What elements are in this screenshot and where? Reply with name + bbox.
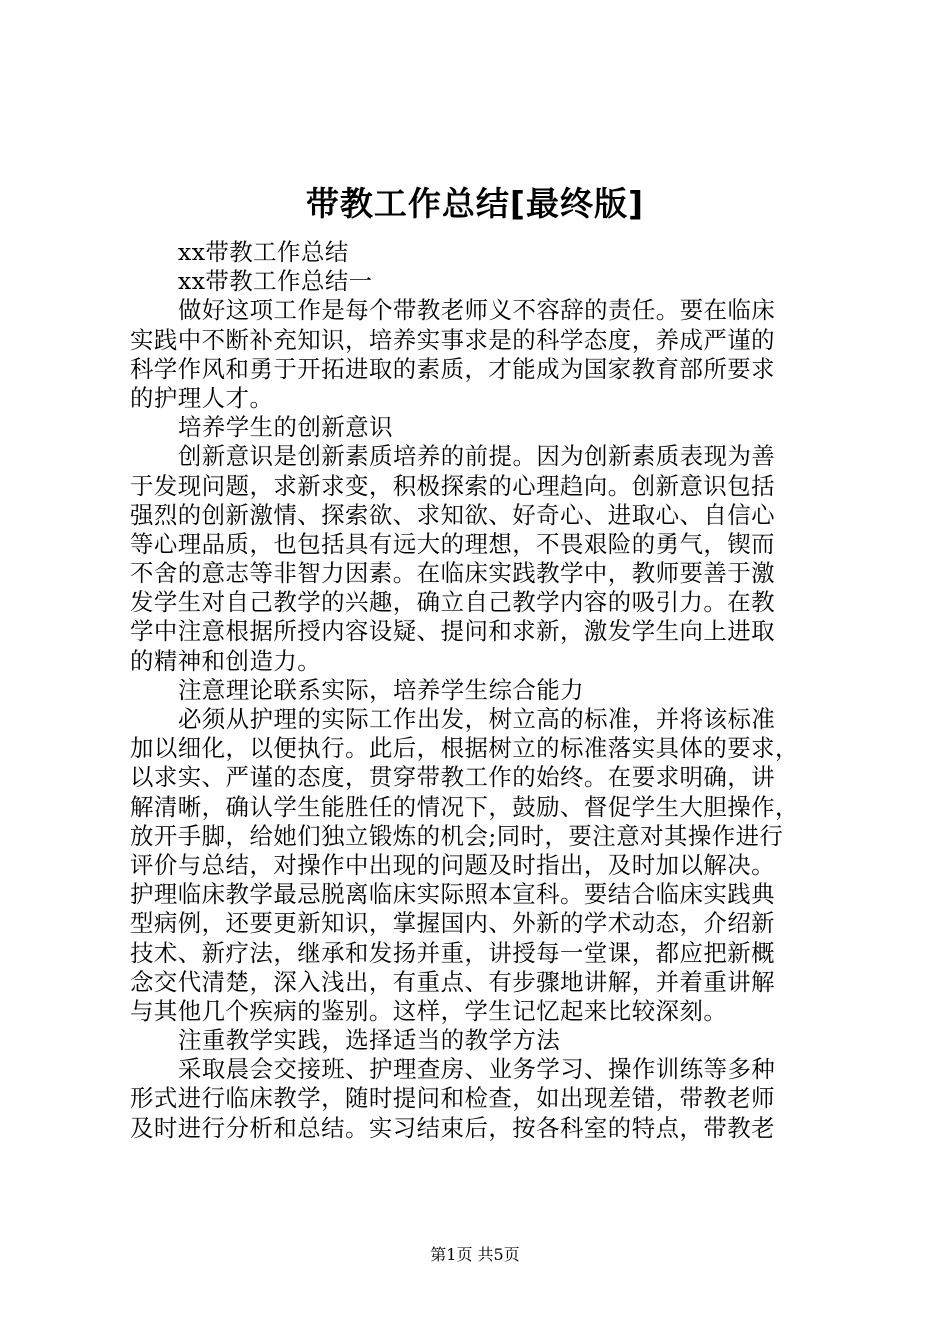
document-body: [130, 238, 832, 1143]
text-line: 评价与总结，对操作中出现的问题及时指出，及时加以解决。: [130, 850, 776, 879]
text-line: 不舍的意志等非智力因素。在临床实践教学中，教师要善于激: [130, 559, 776, 588]
text-line: 注意理论联系实际，培养学生综合能力: [178, 675, 585, 704]
text-line: 做好这项工作是每个带教老师义不容辞的责任。要在临床: [178, 296, 776, 325]
text-line: 技术、新疗法，继承和发扬并重，讲授每一堂课，都应把新概: [130, 938, 776, 967]
text-line: 以求实、严谨的态度，贯穿带教工作的始终。在要求明确，讲: [130, 763, 776, 792]
text-line: 学中注意根据所授内容设疑、提问和求新，激发学生向上进取: [130, 617, 776, 646]
text-line: 等心理品质，也包括具有远大的理想，不畏艰险的勇气，锲而: [130, 529, 776, 558]
page-footer: 第1页 共5页: [430, 1245, 520, 1264]
text-line: 培养学生的创新意识: [178, 413, 394, 442]
text-line: 念交代清楚，深入浅出，有重点、有步骤地讲解，并着重讲解: [130, 967, 776, 996]
text-line: 注重教学实践，选择适当的教学方法: [178, 1026, 561, 1055]
text-line: 型病例，还要更新知识，掌握国内、外新的学术动态，介绍新: [130, 909, 776, 938]
text-line: 必须从护理的实际工作出发，树立高的标准，并将该标准: [178, 705, 776, 733]
text-line: 的护理人才。: [130, 383, 274, 412]
text-line: 形式进行临床教学，随时提问和检查，如出现差错，带教老师: [130, 1084, 776, 1113]
text-line: 的精神和创造力。: [130, 646, 322, 675]
text-line: 科学作风和勇于开拓进取的素质，才能成为国家教育部所要求: [130, 354, 776, 383]
text-line: 放开手脚，给她们独立锻炼的机会;同时，要注意对其操作进行: [130, 821, 784, 850]
text-line: 解清晰，确认学生能胜任的情况下，鼓励、督促学生大胆操作，: [130, 792, 799, 821]
text-line: 发学生对自己教学的兴趣，确立自己教学内容的吸引力。在教: [130, 588, 776, 617]
document-title: 带教工作总结[最终版]: [305, 184, 645, 223]
text-line: 及时进行分析和总结。实习结束后，按各科室的特点，带教老: [130, 1113, 776, 1142]
text-line: xx带教工作总结一: [178, 267, 373, 296]
text-line: 实践中不断补充知识，培养实事求是的科学态度，养成严谨的: [130, 325, 776, 354]
text-line: 护理临床教学最忌脱离临床实际照本宣科。要结合临床实践典: [130, 880, 776, 909]
text-line: 与其他几个疾病的鉴别。这样，学生记忆起来比较深刻。: [130, 996, 728, 1025]
text-line: 加以细化，以便执行。此后，根据树立的标准落实具体的要求，: [130, 734, 799, 763]
text-line: 强烈的创新激情、探索欲、求知欲、好奇心、进取心、自信心: [130, 500, 776, 529]
text-line: 采取晨会交接班、护理查房、业务学习、操作训练等多种: [178, 1055, 776, 1084]
text-line: xx带教工作总结: [178, 238, 349, 266]
text-line: 于发现问题，求新求变，积极探索的心理趋向。创新意识包括: [130, 471, 776, 500]
text-line: 创新意识是创新素质培养的前提。因为创新素质表现为善: [178, 442, 776, 471]
